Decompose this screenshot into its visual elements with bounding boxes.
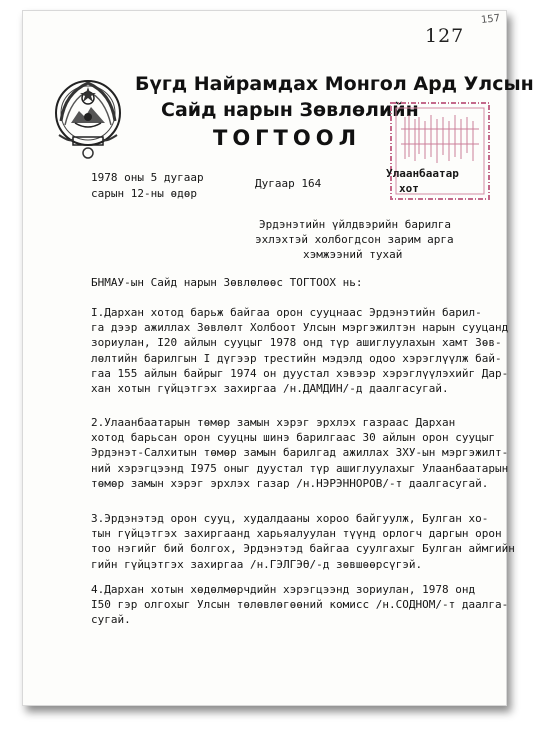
paragraph-line: хотод барьсан орон сууцны шинэ барилгаас 30 айлын орон сууцыг bbox=[91, 431, 495, 445]
subject-line: эхлэхтэй холбогдсон зарим арга bbox=[255, 233, 454, 246]
paragraph-1 bbox=[91, 305, 509, 396]
date-line-1: 1978 оны 5 дугаар bbox=[91, 171, 204, 184]
paragraph-line: 2.Улаанбаатарын төмөр замын хэрэг эрхлэх газраас Дархан bbox=[91, 416, 456, 429]
paragraph-4 bbox=[91, 582, 509, 628]
header-council: Сайд нарын Зөвлөлийн bbox=[161, 99, 419, 121]
document-number: Дугаар 164 bbox=[255, 177, 322, 190]
document-page bbox=[22, 10, 534, 706]
paragraph-2 bbox=[91, 415, 509, 491]
state-emblem-icon bbox=[51, 73, 125, 168]
paragraph-line: лөлтийн барилгын I дүгээр трестийн мэдэлд одоо хэрэглүүлж бай- bbox=[91, 351, 502, 365]
paragraph-line: Эрдэнэт-Салхитын төмөр замын барилгад ажиллах ЗХУ-ын мэргэжилт- bbox=[91, 446, 509, 460]
paragraph-line: ний хэрэгцээнд I975 оныг дуустал түр ашиглуулахыг Улаанбаатарын bbox=[91, 461, 509, 475]
city-line-2: хот bbox=[399, 182, 419, 195]
paragraph-line: сугай. bbox=[91, 613, 131, 627]
header-country: Бүгд Найрамдах Монгол Ард Улсын bbox=[135, 73, 534, 95]
paragraph-line: гаа 155 айлын байрыг 1974 он дуустал хэвээр хэрэглүүлэхийг Дар- bbox=[91, 366, 509, 380]
date-line-2: сарын 12-ны өдөр bbox=[91, 187, 197, 200]
city-line-1: Улаанбаатар bbox=[386, 167, 459, 180]
paragraph-line: гийн гүйцэтгэх захиргаа /н.ГЭЛГЭӨ/-д зөвшөөрсүгэй. bbox=[91, 557, 423, 571]
paragraph-line: төмөр замын хэрэг эрхлэх газар /н.НЭРЭННОРОВ/-т даалгасугай. bbox=[91, 476, 489, 490]
paragraph-3 bbox=[91, 511, 515, 572]
paragraph-line: тоо нэгийг бий болгох, Эрдэнэтэд байгаа суулгахыг Булган аймгийн bbox=[91, 542, 515, 556]
document-title: ТОГТООЛ bbox=[213, 126, 362, 150]
archive-page-number: 157 bbox=[480, 13, 501, 26]
page-number: 127 bbox=[425, 25, 465, 47]
subject-line: Эрдэнэтийн үйлдвэрийн барилга bbox=[259, 218, 452, 231]
resolution-intro: БНМАУ-ын Сайд нарын Зөвлөлөөс ТОГТООХ нь: bbox=[91, 276, 363, 289]
paragraph-line: 3.Эрдэнэтэд орон сууц, худалдааны хороо байгуулж, Булган хо- bbox=[91, 512, 489, 525]
paragraph-line: тын гүйцэтгэх захиргаанд харьяалуулан түүнд орлогч даргын орон bbox=[91, 527, 502, 541]
paragraph-line: га дээр ажиллах Зөвлөлт Холбоот Улсын мэргэжилтэн нарын сууцанд bbox=[91, 321, 509, 335]
paragraph-line: зориулан, I20 айлын сууцыг 1978 онд түр ашиглуулахын хамт Зөв- bbox=[91, 336, 502, 350]
paragraph-line: хан хотын гүйцэтгэх захиргаа /н.ДАМДИН/-д даалгасугай. bbox=[91, 382, 449, 396]
subject-block bbox=[255, 217, 454, 262]
subject-line: хэмжээний тухай bbox=[303, 248, 403, 261]
paragraph-line: 4.Дархан хотын хөдөлмөрчдийн хэрэгцээнд зориулан, 1978 онд bbox=[91, 583, 476, 596]
paragraph-line: I.Дархан хотод барьж байгаа орон сууцнаас Эрдэнэтийн барил- bbox=[91, 306, 482, 319]
paragraph-line: I50 гэр олгохыг Улсын төлөвлөгөөний комисс /н.СОДНОМ/-т даалга- bbox=[91, 598, 509, 612]
